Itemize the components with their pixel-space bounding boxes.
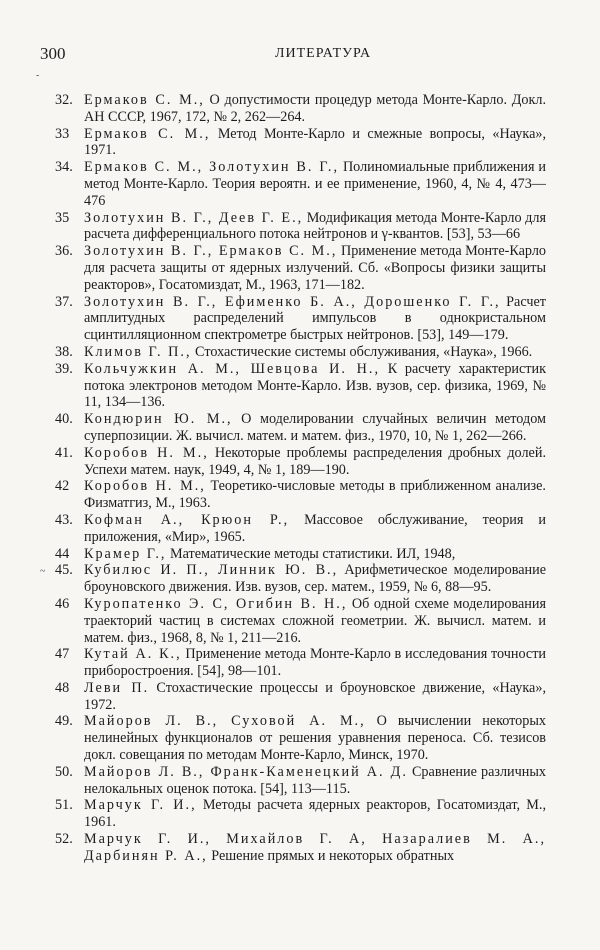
reference-authors: Крамер Г.,	[84, 545, 167, 562]
reference-text: О моделировании случайных величин методом суперпозиции. Ж. вычисл. матем. и матем. физ., 1970, 10, № 1, 262—266.	[84, 411, 546, 444]
reference-item	[0, 478, 600, 512]
reference-authors: Коробов Н. М.,	[84, 444, 209, 461]
reference-list	[0, 92, 600, 865]
reference-item	[0, 596, 600, 646]
reference-authors: Ермаков С. М.,	[84, 92, 205, 108]
reference-text: К расчету характеристик потока электронов методом Монте-Карло. Изв. вузов, сер. физика, 1969, № 11, 134—136.	[84, 360, 546, 411]
reference-authors: Кольчужкин А. М., Шевцова И. Н.,	[84, 360, 381, 377]
reference-text: Об одной схеме моделирования траекторий частиц в системах сложной геометрии. Ж. вычисл. матем. и матем. физ., 1968, 8, № 1, 211—216.	[84, 595, 546, 646]
reference-text: Некоторые проблемы распределения дробных долей. Успехи матем. наук, 1949, 4, № 1, 189—190.	[84, 444, 546, 478]
reference-text: О допустимости процедур метода Монте-Карло. Докл. АН СССР, 1967, 172, № 2, 262—264.	[84, 92, 547, 125]
reference-item	[0, 92, 600, 126]
margin-mark: ~	[40, 566, 46, 577]
reference-number: 46	[55, 595, 70, 612]
reference-text: Стохастические процессы и броуновское движение, «Наука», 1972.	[84, 679, 546, 713]
reference-number: 42	[55, 478, 70, 495]
reference-item	[0, 562, 600, 596]
reference-authors: Майоров Л. В., Франк-Каменецкий А. Д.	[84, 763, 408, 780]
reference-item	[0, 159, 600, 209]
reference-number: 34.	[55, 159, 73, 176]
reference-item	[0, 797, 600, 831]
reference-authors: Климов Г. П.,	[84, 343, 192, 360]
reference-text: Применение метода Монте-Карло в исследования точности приборостроения. [54], 98—101.	[84, 646, 546, 680]
reference-number: 43.	[55, 511, 73, 528]
reference-text: Математические методы статистики. ИЛ, 1948,	[166, 545, 456, 562]
reference-number: 39.	[55, 360, 73, 377]
reference-item	[0, 126, 600, 160]
reference-number: 33	[55, 125, 70, 142]
reference-number: 47	[55, 646, 70, 663]
reference-text: Полиномиальные приближения и метод Монте-Карло. Теория вероятн. и ее применение, 1960, 4, № 4, 473—476	[84, 159, 546, 209]
reference-text: Расчет амплитудных распределений импульсов в однокристальном сцинтилляционном спектрометре быстрых нейтронов. [53], 149—179.	[84, 293, 546, 344]
reference-number: 51.	[55, 797, 73, 814]
reference-authors: Золотухин В. Г., Ермаков С. М.,	[84, 243, 338, 260]
reference-authors: Кутай А. К.,	[84, 646, 182, 663]
reference-item	[0, 445, 600, 479]
reference-number: 48	[55, 679, 70, 696]
reference-number: 44	[55, 545, 70, 562]
reference-authors: Марчук Г. И.,	[84, 797, 197, 814]
reference-item	[0, 294, 600, 344]
page-number: 300	[40, 44, 66, 63]
reference-authors: Кондюрин Ю. М.,	[84, 411, 233, 428]
reference-authors: Золотухин В. Г., Деев Г. Е.,	[84, 209, 304, 226]
reference-number: 38.	[55, 343, 73, 360]
reference-authors: Ермаков С. М., Золотухин В. Г.,	[84, 159, 340, 176]
reference-number: 40.	[55, 411, 73, 428]
reference-number: 36.	[55, 243, 73, 260]
reference-item	[0, 243, 600, 293]
reference-text: Арифметическое моделирование броуновского движения. Изв. вузов, сер. матем., 1959, № 6, 88—95.	[84, 562, 546, 596]
margin-mark: -	[36, 70, 40, 81]
reference-text: Метод Монте-Карло и смежные вопросы, «Наука», 1971.	[84, 125, 547, 159]
reference-number: 35	[55, 209, 70, 226]
reference-authors: Кубилюс И. П., Линник Ю. В.,	[84, 562, 339, 579]
reference-item	[0, 764, 600, 798]
reference-item	[0, 831, 600, 865]
reference-authors: Леви П.	[84, 679, 150, 696]
reference-text: Применение метода Монте-Карло для расчета защиты от ядерных излучений. Сб. «Вопросы физики защиты реакторов», Госатомиздат, М., 1963, 171—182.	[84, 243, 547, 293]
reference-authors: Куропатенко Э. С, Огибин В. Н.,	[84, 595, 348, 612]
reference-item	[0, 546, 600, 563]
reference-number: 49.	[55, 713, 73, 730]
reference-authors: Коробов Н. М.,	[84, 478, 206, 495]
reference-text: Методы расчета ядерных реакторов, Госатомиздат, М., 1961.	[84, 797, 546, 831]
reference-item	[0, 210, 600, 244]
reference-number: 50.	[55, 763, 73, 780]
reference-item	[0, 512, 600, 546]
reference-number: 32.	[55, 92, 73, 108]
reference-text: Решение прямых и некоторых обратных	[207, 847, 455, 864]
reference-item	[0, 646, 600, 680]
reference-number: 37.	[55, 293, 73, 310]
reference-item	[0, 344, 600, 361]
reference-item	[0, 361, 600, 411]
reference-text: Теоретико-числовые методы в приближенном анализе. Физматгиз, М., 1963.	[84, 478, 546, 512]
reference-number: 41.	[55, 444, 73, 461]
reference-number: 45.	[55, 562, 73, 579]
reference-item	[0, 680, 600, 714]
reference-authors: Кофман А., Крюон Р.,	[84, 511, 290, 528]
reference-text: Стохастические системы обслуживания, «Наука», 1966.	[191, 343, 533, 360]
page-header	[40, 44, 560, 68]
reference-number: 52.	[55, 831, 73, 848]
reference-text: Массовое обслуживание, теория и приложения, «Мир», 1965.	[84, 511, 546, 545]
reference-item	[0, 411, 600, 445]
reference-authors: Майоров Л. В., Суховой А. М.,	[84, 713, 366, 730]
reference-authors: Ермаков С. М.,	[84, 125, 211, 142]
reference-authors: Золотухин В. Г., Ефименко Б. А., Дорошенко Г. Г.,	[84, 293, 501, 310]
reference-text: Модификация метода Монте-Карло для расчета дифференциального потока нейтронов и γ-квантов. [53], 53—66	[84, 209, 546, 243]
reference-text: Сравнение различных нелокальных оценок потока. [54], 113—115.	[84, 763, 546, 797]
reference-authors: Марчук Г. И., Михайлов Г. А, Назаралиев М. А., Дарбинян Р. А.,	[84, 831, 546, 864]
running-title: ЛИТЕРАТУРА	[275, 46, 372, 61]
reference-text: О вычислении некоторых нелинейных функционалов от решения уравнения переноса. Сб. тезисов докл. совещания по методам Монте-Карло, Минск, 1970.	[84, 713, 546, 764]
reference-item	[0, 713, 600, 763]
